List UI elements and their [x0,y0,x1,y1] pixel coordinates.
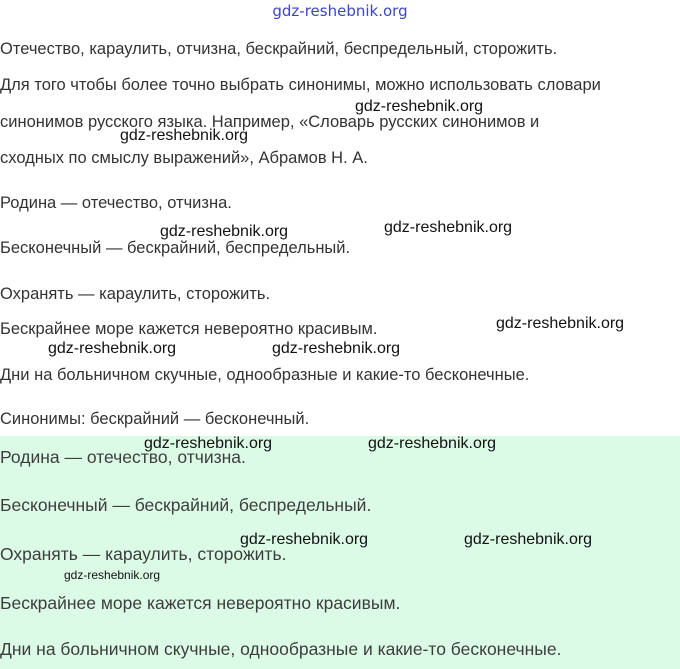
text-line: сходных по смыслу выражений», Абрамов Н. А. [0,149,368,167]
text-line: синонимов русского языка. Например, «Словарь русских синонимов и [0,113,540,131]
watermark: gdz-reshebnik.org [48,340,177,357]
text-line: Для того чтобы более точно выбрать синонимы, можно использовать словари [0,76,601,94]
answer-line: Дни на больничном скучные, однообразные и какие-то бесконечные. [0,639,562,659]
answer-block [0,436,680,669]
watermark: gdz-reshebnik.org [272,340,401,357]
text-line: Бесконечный — бескрайний, беспредельный. [0,239,351,257]
watermark: gdz-reshebnik.org [240,531,369,548]
answer-line: Родина — отечество, отчизна. [0,447,246,467]
text-line: Бескрайнее море кажется невероятно красивым. [0,320,378,338]
text-line: Охранять — караулить, сторожить. [0,285,271,303]
answer-line: Бесконечный — бескрайний, беспредельный. [0,495,372,515]
watermark: gdz-reshebnik.org [120,127,249,144]
text-line: Отечество, караулить, отчизна, бескрайний, беспредельный, сторожить. [0,40,558,58]
watermark: gdz-reshebnik.org [355,98,484,115]
site-header-link[interactable]: gdz-reshebnik.org [272,2,408,20]
watermark: gdz-reshebnik.org [496,315,625,332]
text-line: Родина — отечество, отчизна. [0,194,232,212]
watermark: gdz-reshebnik.org [144,435,273,452]
answer-line: Охранять — караулить, сторожить. [0,544,287,564]
watermark: gdz-reshebnik.org [160,223,289,240]
watermark: gdz-reshebnik.org [384,219,513,236]
answer-line: Бескрайнее море кажется невероятно красивым. [0,593,401,613]
text-line: Дни на больничном скучные, однообразные и какие-то бесконечные. [0,366,530,384]
watermark: gdz-reshebnik.org [464,531,593,548]
text-line: Синонимы: бескрайний — бесконечный. [0,410,310,428]
watermark: gdz-reshebnik.org [368,435,497,452]
watermark: gdz-reshebnik.org [64,568,161,582]
